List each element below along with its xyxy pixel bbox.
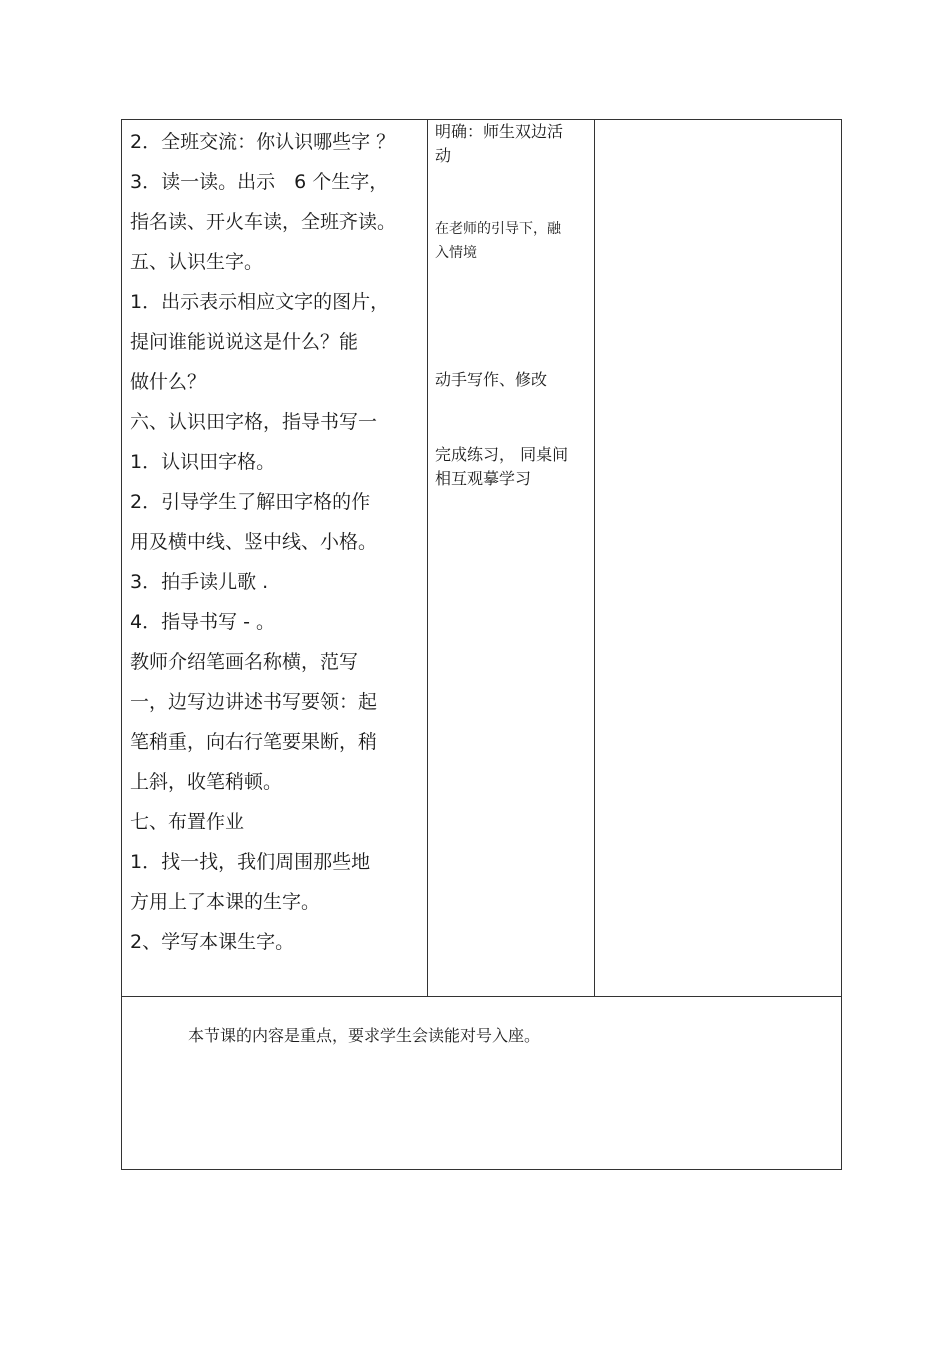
row-divider — [122, 996, 841, 997]
lesson-plan-table — [121, 119, 842, 1170]
lesson-step: 1．认识田字格。 — [130, 451, 276, 473]
lesson-step: 3．拍手读儿歌 . — [130, 571, 269, 593]
lesson-step: 做什么？ — [130, 371, 207, 393]
activity-note: 动手写作、修改 — [435, 370, 548, 389]
lesson-step: 方用上了本课的生字。 — [130, 891, 321, 913]
lesson-step: 提问谁能说说这是什么？能 — [130, 331, 359, 353]
lesson-step: 上斜，收笔稍顿。 — [130, 771, 283, 793]
lesson-step: 1．出示表示相应文字的图片， — [130, 291, 390, 313]
lesson-step: 2、学写本课生字。 — [130, 931, 295, 953]
lesson-step: 笔稍重，向右行笔要果断，稍 — [130, 731, 378, 753]
reflection-text: 本节课的内容是重点，要求学生会读能对号入座。 — [188, 1026, 541, 1045]
lesson-step: 2．引导学生了解田字格的作 — [130, 491, 371, 513]
lesson-step: 七、布置作业 — [130, 811, 245, 833]
lesson-step: 用及横中线、竖中线、小格。 — [130, 531, 378, 553]
lesson-step: 一，边写边讲述书写要领：起 — [130, 691, 378, 713]
column-divider — [427, 120, 428, 996]
teaching-process-column — [130, 122, 422, 962]
column-divider — [594, 120, 595, 996]
lesson-step: 教师介绍笔画名称横，范写 — [130, 651, 359, 673]
lesson-step: 六、认识田字格，指导书写一 — [130, 411, 378, 433]
lesson-step: 1．找一找，我们周围那些地 — [130, 851, 371, 873]
lesson-step: 指名读、开火车读，全班齐读。 — [130, 211, 397, 233]
lesson-step: 4．指导书写 - 。 — [130, 611, 276, 633]
lesson-step: 五、认识生字。 — [130, 251, 264, 273]
activity-note: 明确：师生双边活 动 — [435, 122, 564, 165]
activity-note: 在老师的引导下，融 入情境 — [435, 221, 561, 261]
lesson-step: 3．读一读。出示 6 个生字， — [130, 171, 389, 193]
activity-note: 完成练习， 同桌间 相互观摹学习 — [435, 445, 569, 488]
lesson-step: 2．全班交流：你认识哪些字 ？ — [130, 131, 396, 153]
